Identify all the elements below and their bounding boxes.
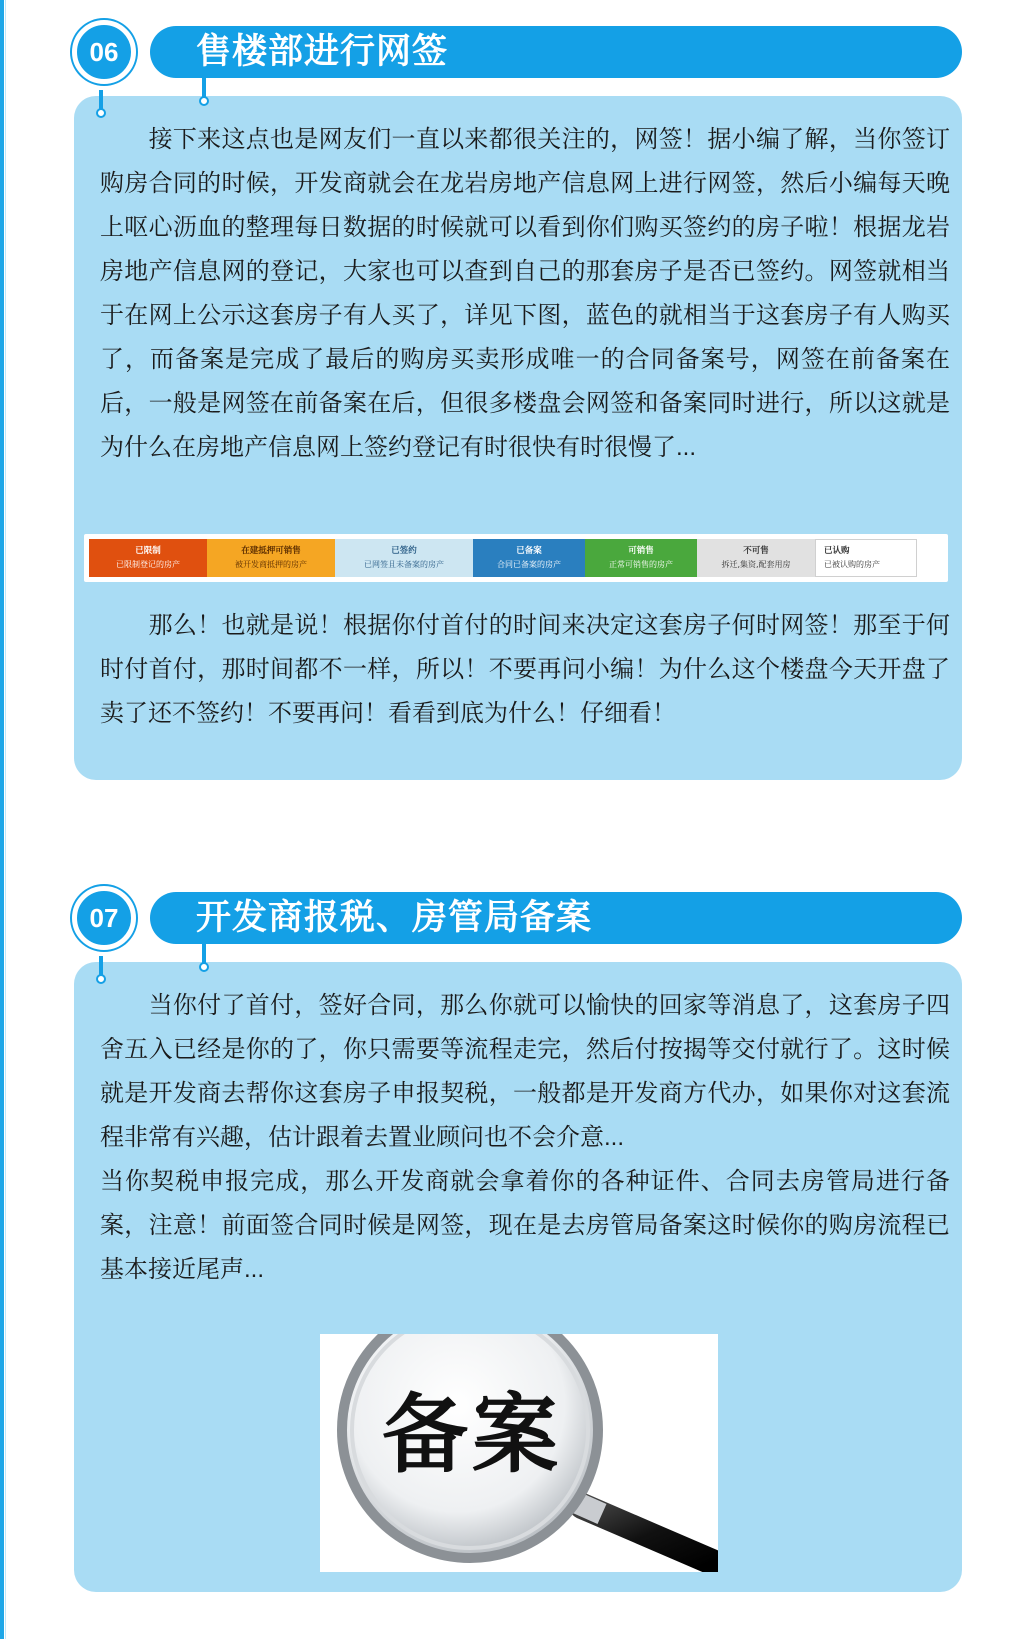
magnifying-glass-icon bbox=[320, 1334, 718, 1572]
legend-item bbox=[697, 539, 815, 577]
left-edge-stripe bbox=[0, 0, 4, 1639]
legend-label: 已备案 bbox=[516, 546, 542, 556]
status-legend bbox=[84, 534, 948, 582]
section-card bbox=[74, 96, 962, 780]
legend-item bbox=[473, 539, 585, 577]
section-number-badge bbox=[72, 20, 136, 84]
section-number: 07 bbox=[89, 903, 119, 933]
magnifier-image bbox=[320, 1334, 718, 1572]
section-card bbox=[74, 962, 962, 1592]
legend-description: 合同已备案的房产 bbox=[497, 560, 561, 569]
image-text: 备案 bbox=[382, 1385, 562, 1485]
legend-item bbox=[585, 539, 697, 577]
legend-label: 已签约 bbox=[391, 546, 417, 556]
legend-label: 在建抵押可销售 bbox=[241, 546, 301, 556]
legend-item bbox=[89, 539, 207, 577]
legend-description: 被开发商抵押的房产 bbox=[235, 560, 307, 569]
legend-description: 已网签且未备案的房产 bbox=[364, 560, 444, 569]
section-title: 开发商报税、房管局备案 bbox=[196, 898, 593, 938]
legend-description: 正常可销售的房产 bbox=[609, 560, 673, 569]
connector-peg bbox=[96, 90, 106, 118]
left-edge-stripe-light bbox=[5, 0, 6, 1639]
section-title: 售楼部进行网签 bbox=[196, 32, 449, 72]
legend-item bbox=[207, 539, 335, 577]
paragraph: 当你付了首付，签好合同，那么你就可以愉快的回家等消息了，这套房子四舍五入已经是你的了，你只需要等流程走完，然后付按揭等交付就行了。这时候就是开发商去帮你这套房子申报契税，一般都是开发商方代办，如果你对这套流程非常有兴趣，估计跟着去置业顾问也不会介意... bbox=[100, 992, 950, 1151]
paragraph: 当你契税申报完成，那么开发商就会拿着你的各种证件、合同去房管局进行备案，注意！前面签合同时候是网签，现在是去房管局备案这时候你的购房流程已基本接近尾声... bbox=[100, 1168, 950, 1283]
connector-peg bbox=[199, 944, 209, 972]
legend-label: 可销售 bbox=[628, 546, 654, 556]
legend-label: 不可售 bbox=[743, 546, 769, 556]
section-number-badge bbox=[72, 886, 136, 950]
paragraph: 那么！也就是说！根据你付首付的时间来决定这套房子何时网签！那至于何时付首付，那时间都不一样，所以！不要再问小编！为什么这个楼盘今天开盘了卖了还不签约！不要再问！看看到底为什么！仔细看！ bbox=[100, 612, 950, 727]
legend-item bbox=[815, 539, 917, 577]
legend-description: 已限制登记的房产 bbox=[116, 560, 180, 569]
legend-item bbox=[335, 539, 473, 577]
section-number: 06 bbox=[89, 37, 119, 67]
legend-description: 已被认购的房产 bbox=[824, 560, 880, 569]
connector-peg bbox=[96, 956, 106, 984]
paragraph: 接下来这点也是网友们一直以来都很关注的，网签！据小编了解，当你签订购房合同的时候，开发商就会在龙岩房地产信息网上进行网签，然后小编每天晚上呕心沥血的整理每日数据的时候就可以看到你们购买签约的房子啦！根据龙岩房地产信息网的登记，大家也可以查到自己的那套房子是否已签约。网签就相当于在网上公示这套房子有人买了，详见下图，蓝色的就相当于这套房子有人购买了，而备案是完成了最后的购房买卖形成唯一的合同备案号，网签在前备案在后，一般是网签在前备案在后，但很多楼盘会网签和备案同时进行，所以这就是为什么在房地产信息网上签约登记有时很快有时很慢了... bbox=[100, 126, 950, 461]
legend-label: 已认购 bbox=[824, 546, 850, 556]
connector-peg bbox=[199, 78, 209, 106]
legend-label: 已限制 bbox=[135, 546, 161, 556]
legend-description: 拆迁,集资,配套用房 bbox=[721, 560, 791, 569]
